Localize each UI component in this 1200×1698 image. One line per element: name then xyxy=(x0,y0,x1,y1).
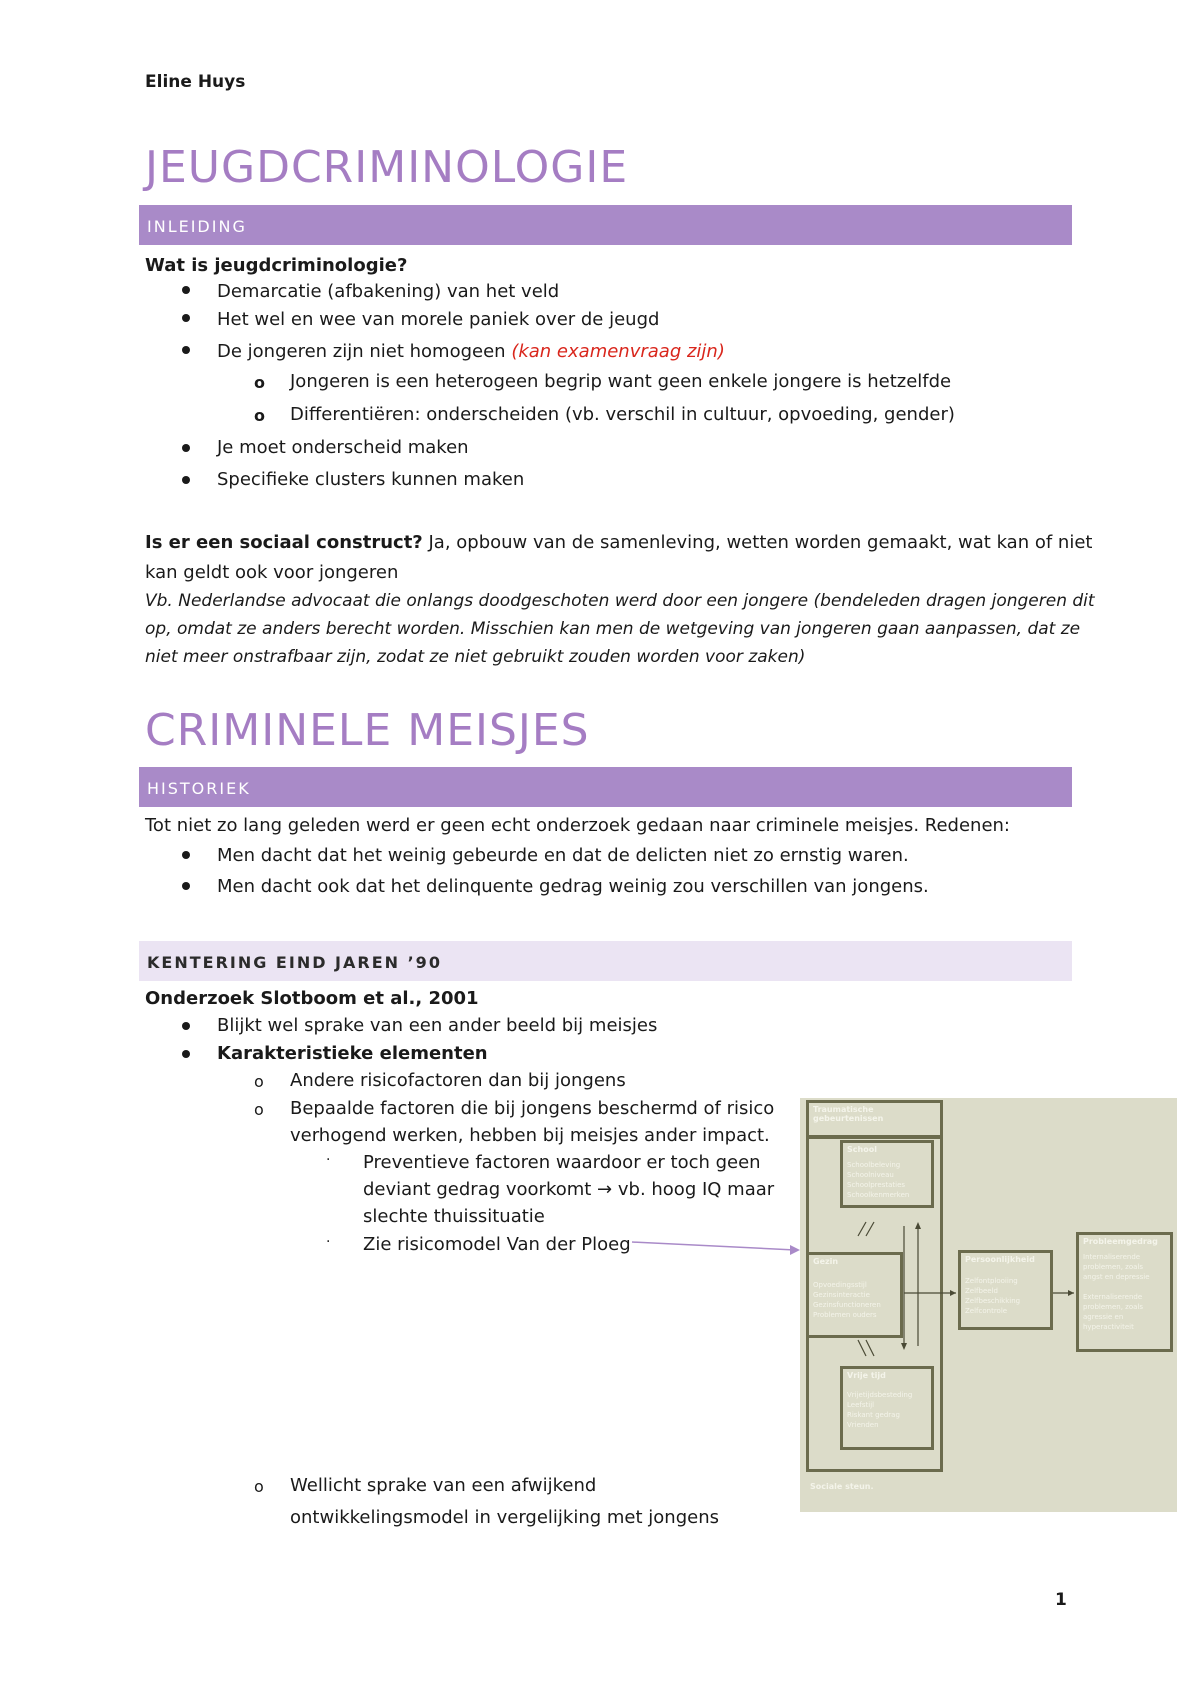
list-item: Specifieke clusters kunnen maken xyxy=(217,469,525,490)
bullet-icon xyxy=(182,1022,190,1030)
bullet-icon xyxy=(182,286,190,294)
box-school: School Schoolbeleving Schoolniveau Schoolprestaties Schoolkenmerken xyxy=(840,1140,934,1208)
sub-list-item: Bepaalde factoren die bij jongens beschermd of risico xyxy=(290,1098,775,1119)
construct-paragraph-cont: kan geldt ook voor jongeren xyxy=(145,562,399,583)
heading-criminele-meisjes: CRIMINELE MEISJES xyxy=(145,705,590,756)
arrow-to-diagram xyxy=(630,1230,805,1260)
list-item: De jongeren zijn niet homogeen (kan examenvraag zijn) xyxy=(217,341,725,362)
bullet-icon xyxy=(182,314,190,322)
list-item: Blijkt wel sprake van een ander beeld bij meisjes xyxy=(217,1015,658,1036)
box-vrije-tijd: Vrije tijd Vrijetijdsbesteding Leefstijl Riskant gedrag Vrienden xyxy=(840,1366,934,1450)
list-item: Je moet onderscheid maken xyxy=(217,437,469,458)
sub-bullet-marker: o xyxy=(254,1072,264,1091)
example-line: niet meer onstrafbaar zijn, zodat ze niet gebruikt zouden worden voor zaken) xyxy=(145,647,806,667)
box-persoonlijkheid: Persoonlijkheid Zelfontplooiing Zelfbeeld Zelfbeschikking Zelfcontrole xyxy=(958,1250,1053,1330)
bullet-icon xyxy=(182,882,190,890)
box-probleemgedrag: Probleemgedrag Internaliserende problemen, zoals angst en depressie Externaliserende problemen, zoals agressie en hyperactiviteit xyxy=(1076,1232,1173,1352)
dot-list-item: Preventieve factoren waardoor er toch geen xyxy=(363,1152,761,1173)
heading-jeugdcriminologie: JEUGDCRIMINOLOGIE xyxy=(145,142,629,193)
dot-marker: · xyxy=(326,1152,331,1168)
list-item: Demarcatie (afbakening) van het veld xyxy=(217,281,560,302)
bullet-icon xyxy=(182,346,190,354)
box-traumatische: Traumatische gebeurtenissen xyxy=(806,1100,943,1138)
page-number: 1 xyxy=(1055,1590,1067,1610)
section-bar-historiek: HISTORIEK xyxy=(139,767,1072,807)
example-line: Vb. Nederlandse advocaat die onlangs doodgeschoten werd door een jongere (bendeleden dragen jongeren dit xyxy=(145,591,1095,611)
list-item: Men dacht ook dat het delinquente gedrag weinig zou verschillen van jongens. xyxy=(217,876,929,897)
bullet-icon xyxy=(182,851,190,859)
example-line: op, omdat ze anders berecht worden. Misschien kan men de wetgeving van jongeren gaan aanpassen, dat ze xyxy=(145,619,1081,639)
list-item: Karakteristieke elementen xyxy=(217,1043,488,1064)
sub-list-item: Andere risicofactoren dan bij jongens xyxy=(290,1070,626,1091)
subsection-bar-kentering: KENTERING EIND JAREN ’90 xyxy=(139,941,1072,981)
dot-list-item: Zie risicomodel Van der Ploeg xyxy=(363,1234,631,1255)
study-heading: Onderzoek Slotboom et al., 2001 xyxy=(145,988,479,1009)
sub-bullet-marker: o xyxy=(254,1477,264,1496)
label-sociale-steun: Sociale steun. xyxy=(810,1482,874,1491)
sub-list-item-cont: ontwikkelingsmodel in vergelijking met jongens xyxy=(290,1507,719,1528)
bullet-icon xyxy=(182,444,190,452)
sub-bullet-marker: o xyxy=(254,373,265,392)
box-gezin: Gezin Opvoedingsstijl Gezinsinteractie Gezinsfunctioneren Problemen ouders xyxy=(806,1252,903,1338)
bullet-icon xyxy=(182,476,190,484)
risk-model-diagram xyxy=(800,1098,1177,1512)
sub-list-item: Wellicht sprake van een afwijkend xyxy=(290,1475,597,1496)
bullet-icon xyxy=(182,1050,190,1058)
historiek-intro: Tot niet zo lang geleden werd er geen echt onderzoek gedaan naar criminele meisjes. Redenen: xyxy=(145,815,1010,836)
sub-bullet-marker: o xyxy=(254,1100,264,1119)
construct-paragraph: Is er een sociaal construct? Ja, opbouw van de samenleving, wetten worden gemaakt, wat kan of niet xyxy=(145,532,1093,553)
sub-list-item: Differentiëren: onderscheiden (vb. verschil in cultuur, opvoeding, gender) xyxy=(290,404,955,425)
sub-list-item-cont: verhogend werken, hebben bij meisjes ander impact. xyxy=(290,1125,770,1146)
question-heading: Wat is jeugdcriminologie? xyxy=(145,255,408,276)
section-bar-inleiding: INLEIDING xyxy=(139,205,1072,245)
dot-list-item-cont: slechte thuissituatie xyxy=(363,1206,545,1227)
list-item: Het wel en wee van morele paniek over de jeugd xyxy=(217,309,660,330)
diagram-arrows xyxy=(800,1098,1177,1512)
sub-bullet-marker: o xyxy=(254,406,265,425)
exam-note: (kan examenvraag zijn) xyxy=(511,341,725,362)
dot-list-item-cont: deviant gedrag voorkomt → vb. hoog IQ maar xyxy=(363,1179,775,1200)
author-name: Eline Huys xyxy=(145,72,246,92)
dot-marker: · xyxy=(326,1234,331,1250)
list-item: Men dacht dat het weinig gebeurde en dat de delicten niet zo ernstig waren. xyxy=(217,845,909,866)
sub-list-item: Jongeren is een heterogeen begrip want geen enkele jongere is hetzelfde xyxy=(290,371,952,392)
